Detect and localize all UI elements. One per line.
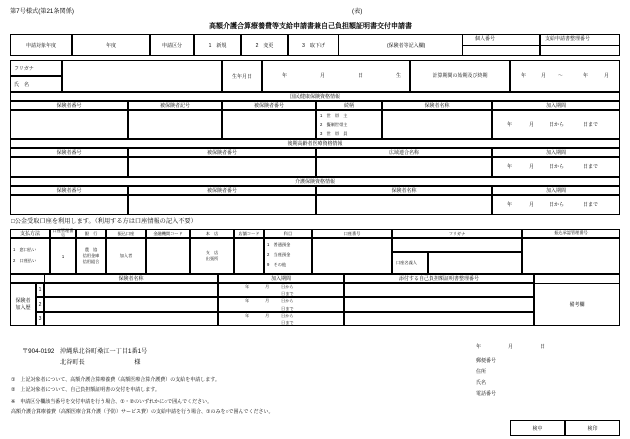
kokuho-hokensha-name-value[interactable]	[382, 110, 492, 139]
shinkin-label[interactable]: 信用金庫	[82, 253, 100, 259]
tenpo-code-header: 店舗コード	[234, 229, 264, 238]
kokuho-kanyuu-header: 加入期間	[492, 101, 620, 110]
birth-label: 生年月日	[222, 60, 262, 92]
birth-year: 年	[282, 73, 288, 79]
kouki-bangou-value[interactable]	[128, 157, 316, 177]
b1-m: 月	[265, 284, 270, 289]
bottom-name-3[interactable]	[44, 312, 218, 326]
kanyuusha-label: 加入者	[106, 238, 146, 274]
b2-m: 月	[265, 298, 270, 303]
kokuho-kanyuu-value[interactable]	[492, 110, 620, 139]
kamoku-option-2[interactable]: 2 当座預金	[267, 252, 291, 257]
period-label: 計算期間の始期及び終期	[410, 60, 510, 92]
kubun-label: 申請区分	[150, 34, 194, 56]
kouza-meigi-value[interactable]	[428, 252, 522, 274]
kinyuu-code-value[interactable]	[146, 238, 190, 274]
tenpo-code-value[interactable]	[234, 238, 264, 274]
kamoku-header: 科目	[264, 229, 312, 238]
juusho-label: 住所	[476, 369, 487, 375]
b3-m: 月	[265, 313, 270, 318]
target-year-value[interactable]: 年度	[72, 34, 150, 56]
furigana-label: フリガナ	[10, 60, 62, 76]
kouki-bangou-header: 被保険者番号	[128, 148, 316, 157]
furikomi-kanri-header: 振込承認管理番号	[522, 229, 620, 238]
kokuho-kigou-value[interactable]	[128, 110, 222, 139]
kouki-kanyuu-made: 日まで	[583, 164, 599, 170]
kaigo-hokensha-no-header: 保険者番号	[10, 186, 128, 195]
note-2: ② 上記対象者について、自己負担額証明書の交付を申請します。	[11, 387, 160, 393]
shiten-label[interactable]: 支 店	[205, 250, 219, 256]
b3-y: 年	[245, 313, 250, 318]
target-year-label: 申請対象年度	[10, 34, 72, 56]
sign-day: 日	[540, 344, 546, 350]
form-number: 第7号様式(第21条関係)	[10, 8, 74, 15]
bottom-row-num-1: 1	[36, 283, 44, 297]
hokensha-kanyuu-label: 保険者加入歴	[10, 283, 36, 326]
b2-kara: 日から	[281, 298, 294, 303]
bank-furigana-value[interactable]	[392, 238, 522, 252]
birth-sei: 生	[396, 73, 402, 79]
kouki-hokensha-no-value[interactable]	[10, 157, 128, 177]
birth-day: 日	[358, 73, 364, 79]
b1-kara: 日から	[281, 284, 294, 289]
note-1: ① 上記対象者について、高額介護合算療養費（高額医療合算介護費）の支給を申請します。	[11, 377, 220, 383]
pay-method-value[interactable]	[10, 238, 50, 274]
applicant-shimei-label: 氏名	[476, 380, 487, 386]
kaigo-kanyuu-header: 加入期間	[492, 186, 620, 195]
kouki-section-header: 後期高齢者医療資格情報	[10, 139, 620, 148]
kaigo-hokensha-name-header: 保険者名称	[316, 186, 492, 195]
kouza-meigi-label: 口座名義人	[392, 252, 428, 274]
zokugara-item-2[interactable]: 2 擬制世帯主	[320, 122, 348, 127]
bottom-tenpu-3[interactable]	[344, 312, 534, 326]
kaigo-bangou-value[interactable]	[128, 195, 316, 215]
kokuho-hokensha-no-value[interactable]	[10, 110, 128, 139]
kouki-hokensha-no-header: 保険者番号	[10, 148, 128, 157]
kaigo-kanyuu-value[interactable]	[492, 195, 620, 215]
honten-header: 本 店	[190, 229, 234, 238]
note-3: ※ 申請区分欄該当番号を交付申請を行う場合、①・②のいずれかに○で囲んでください。	[11, 399, 213, 405]
kenin-stamp[interactable]: 検印	[565, 420, 620, 436]
kouza-kanri-value[interactable]: 1	[50, 238, 76, 274]
furikomi-kanri-value[interactable]	[522, 238, 620, 274]
kokuho-kanyuu-m: 月	[529, 122, 535, 128]
b1-y: 年	[245, 284, 250, 289]
kouki-kanyuu-value[interactable]	[492, 157, 620, 177]
kouki-kanyuu-m: 月	[529, 164, 535, 170]
note-4: 高額介護合算療養費（高額医療合算介護（予防）サービス費）の支給申請を行う場合、①のみを○で囲んでください。	[11, 409, 274, 415]
pay-option-1[interactable]: 1 窓口払い	[13, 247, 37, 252]
period-month-2: 月	[604, 73, 610, 79]
kaigo-hokensha-name-value[interactable]	[316, 195, 492, 215]
kubun-option-2[interactable]: 2 変更	[241, 34, 288, 56]
kamoku-option-1[interactable]: 1 普通預金	[267, 242, 291, 247]
kubun-option-3[interactable]: 3 取下げ	[288, 34, 339, 56]
tenpu-header: 添付する自己負担額証明書整理番号	[344, 274, 534, 283]
hokensha-entry-label: (保険者等記入欄)	[387, 43, 426, 49]
address-line-1: 沖縄県北谷町桑江一丁目1番1号	[60, 348, 148, 355]
kouza-bangou-header: 口座番号	[312, 229, 392, 238]
public-account-checkbox-label[interactable]: □公金受取口座を利用します。（利用する方は口座情報の記入不要）	[11, 218, 197, 225]
kubun-option-1[interactable]: 1 新規	[194, 34, 241, 56]
shutchoujo-label[interactable]: 出張所	[205, 256, 219, 261]
omote-label: (表)	[352, 8, 363, 15]
pay-method-header: 支払方法	[10, 229, 50, 238]
bottom-name-2[interactable]	[44, 297, 218, 312]
kokuho-section-header: 国民健康保険資格情報	[10, 92, 620, 101]
b3-kara: 日から	[281, 313, 294, 318]
furikomi-header: 振込口座	[106, 229, 146, 238]
sign-year: 年	[476, 344, 482, 350]
kaigo-kanyuu-kara: 日から	[549, 202, 565, 208]
kouki-kanyuu-header: 加入期間	[492, 148, 620, 157]
bottom-kikan-1[interactable]	[218, 283, 344, 297]
kaigo-kanyuu-m: 月	[529, 202, 535, 208]
pay-option-2[interactable]: 2 口座払い	[13, 258, 37, 263]
birth-month: 月	[320, 73, 326, 79]
period-year-2: 年	[583, 73, 589, 79]
kaigo-kanyuu-made: 日まで	[583, 202, 599, 208]
zokugara-item-3[interactable]: 3 世 帯 員	[320, 131, 348, 136]
kouki-kanyuu-kara: 日から	[549, 164, 565, 170]
bottom-row-num-3: 3	[36, 312, 44, 326]
kouki-kouiki-header: 広域連合名称	[316, 148, 492, 157]
kokuho-kigou-header: 被保険者記号	[128, 101, 222, 110]
kokuho-kanyuu-made: 日まで	[583, 122, 599, 128]
bottom-kikan-2[interactable]	[218, 297, 344, 312]
bottom-kanyuu-header: 加入期間	[218, 274, 344, 283]
shimei-label: 氏 名	[10, 76, 62, 92]
bottom-tenpu-2[interactable]	[344, 297, 534, 312]
kouki-kouiki-value[interactable]	[316, 157, 492, 177]
kokuho-kanyuu-y: 年	[507, 122, 513, 128]
kokuho-kanyuu-kara: 日から	[549, 122, 565, 128]
denwa-label: 電話番号	[476, 391, 497, 397]
kenchuu-stamp[interactable]: 検中	[510, 420, 565, 436]
kouza-kanri-header: 口座管理番号	[50, 229, 76, 238]
kamoku-value[interactable]	[264, 238, 312, 274]
b2-made: 日まで	[281, 306, 294, 311]
period-year-1: 年	[521, 73, 527, 79]
kokuho-zokugara-header: 続柄	[316, 101, 382, 110]
kokuho-bangou-value[interactable]	[222, 110, 316, 139]
sign-month: 月	[508, 344, 514, 350]
bottom-hokensha-name-header: 保険者名称	[44, 274, 218, 283]
bikou-cell[interactable]: 備考欄	[534, 283, 620, 326]
branch-type-value[interactable]	[190, 238, 234, 274]
kamoku-option-9[interactable]: 9 その他	[267, 262, 287, 267]
period-month-1: 月	[541, 73, 547, 79]
kojin-bangou-label: 個人番号	[475, 36, 496, 42]
zokugara-item-1[interactable]: 1 世 帯 主	[320, 113, 348, 118]
postal-code: 〒904-0192	[22, 348, 55, 355]
period-tilde: ～	[558, 73, 564, 79]
kaigo-section-header: 介護保険資格情報	[10, 177, 620, 186]
kokuho-hokensha-name-header: 保険者名称	[382, 101, 492, 110]
kaigo-hokensha-no-value[interactable]	[10, 195, 128, 215]
kouza-bangou-value[interactable]	[312, 238, 392, 274]
noukyou-label[interactable]: 農 協	[84, 247, 98, 253]
page-title: 高額介護合算療養費等支給申請書兼自己負担額証明書交付申請書	[209, 23, 412, 30]
bottom-kikan-3[interactable]	[218, 312, 344, 326]
b2-y: 年	[245, 298, 250, 303]
bank-furigana-header: フリガナ	[392, 229, 522, 238]
bottom-tenpu-1[interactable]	[344, 283, 534, 297]
ginkou-header: 銀 行	[76, 229, 106, 238]
kokuho-zokugara-value[interactable]	[316, 110, 382, 139]
bottom-blank-header	[10, 274, 44, 283]
kokuho-hokensha-no-header: 保険者番号	[10, 101, 128, 110]
address-line-2: 北谷町長 様	[60, 359, 141, 366]
bank-type-value[interactable]	[76, 238, 106, 274]
seiri-bangou-label: 支給申請書整理番号	[545, 36, 591, 42]
kokuho-bangou-header: 被保険者番号	[222, 101, 316, 110]
yuubin-label: 郵便番号	[476, 358, 497, 364]
shimei-value[interactable]	[62, 60, 222, 92]
bottom-row-num-2: 2	[36, 297, 44, 312]
b1-made: 日まで	[281, 291, 294, 296]
b3-made: 日まで	[281, 320, 294, 325]
kinyuu-code-header: 金融機関コード	[146, 229, 190, 238]
shinkumi-label[interactable]: 信用組合	[82, 258, 100, 264]
kaigo-bangou-header: 被保険者番号	[128, 186, 316, 195]
kaigo-kanyuu-y: 年	[507, 202, 513, 208]
kouki-kanyuu-y: 年	[507, 164, 513, 170]
bottom-name-1[interactable]	[44, 283, 218, 297]
bikou-header-blank	[534, 274, 620, 283]
